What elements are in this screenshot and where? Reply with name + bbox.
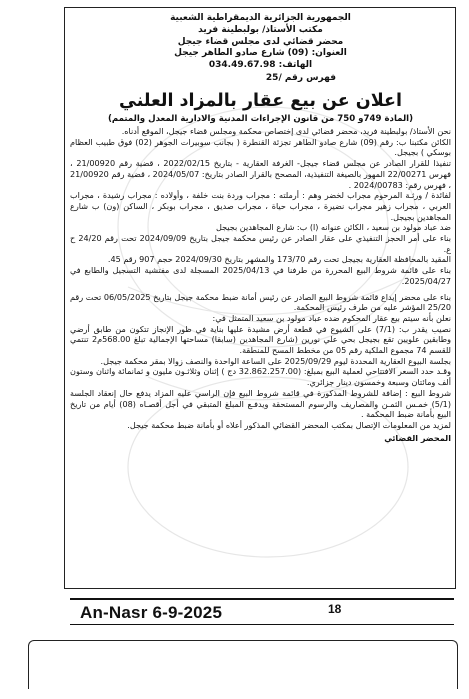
phone-line: الهاتف: 034.49.67.98 — [208, 60, 313, 71]
paragraph-auction-session: بجلسة البيوع العقارية المحددة ليوم 2025/09/29 على الساعة الواحدة والنصف زوالا بمقر محكمة جيجل. — [100, 355, 451, 366]
legal-notice — [70, 13, 451, 443]
paragraph-filing-record: بناء على محضر إيداع قائمة شروط البيع الصادر عن رئيس أمانة ضبط محكمة جيجل بتاريخ 06/05/2025 تحت رقم 25/20 المؤشر عليه من طرف رئيس المحكمة. — [70, 291, 451, 313]
office-line: مكتب الأستاذ/ بولبطينة فريد — [198, 24, 323, 35]
address-line: العنوان: (09) شارع صادو الطاهر جيجل — [174, 48, 347, 59]
paragraph-sale-conditions: بناء على قائمة شروط البيع المحررة من طرفنا في 2025/04/13 المسجلة لدى مفتشية التسجيل والطابع في 2025/04/27. — [70, 265, 452, 286]
paragraph-bailiff: نحن الأستاذ/ بولبطينة فريد، محضر قضائي لدى إختصاص محكمة ومجلس قضاء جيجل، الموقع أدناه. — [121, 125, 451, 136]
paragraph-opening-price: وقـد حدد السعر الافتتاحي لعملية البيع بمبلغ: (32.862.257.00 دج ) إثنان وثلاثـون مليون و ثمانمائة واثنان وستون ألف ومائتان وسبعة وخمسون دينار جزائري. — [70, 366, 451, 388]
next-ad-frame — [28, 640, 458, 689]
paragraph-office-address: الكائن مكتبنا ب: رقم (09) شارع صادو الطاهر تجزئة القنطرة ( بجانب سوبيرات الجوهر (02) فوق طبيب العظام بوسكي ) بجيجل. — [70, 136, 452, 158]
paragraph-seizure-order: بناء على أمر الحجز التنفيذي على عقار الصادر عن رئيس محكمة جيجل بتاريخ 2024/09/09 تحت رقم 24/20 ح ع. — [70, 233, 451, 254]
page-number: 18 — [328, 602, 342, 616]
paragraph-payment-terms: شروط البيع : إضافة للشروط المذكورة في قائمة شروط البيع فإن الراسي عليه المزاد يدفع حال إنعقاد الجلسة (5/1) خمـس الثمـن والمصاريف والرسوم المستحقة ويدفـع المبلغ المتبقي في أجل أقصـاه (08) أيام من تاريخ البيع بأمانة ضبط المحكمة . — [70, 387, 451, 420]
republic-line: الجمهورية الجزائرية الديمقراطية الشعبية — [170, 13, 351, 23]
publication-date: An-Nasr 6-9-2025 — [80, 603, 223, 622]
paragraph-court-ruling: تنفيذا للقرار الصادر عن مجلس قضاء جيجل- الغرفة العقارية - بتاريخ 2022/02/15 ، قضية رقم 21/00920 ، فهرس 22/00271 المهور بالصيغة التنفيذية، المصحح بالقرار الصادر بتاريخ: 2024/05/07 ، قضية رقم 21/00920 ، فهرس رقم: 2024/00783 . — [70, 158, 451, 190]
role-line: محضر قضائي لدى مجلس قضاء جيجل — [177, 36, 344, 47]
notice-title: اعلان عن بيع عقار بالمزاد العلني — [119, 90, 402, 111]
notice-subtitle: (المادة 749و 750 من قانون الإجراءات المدنية والادارية المعدل والمتمم) — [107, 113, 414, 124]
paragraph-beneficiaries: لفائدة / ورثـة المرحوم مجراب لخضر وهم : أرملته : مجراب وردة بنت خلفة ، وأولاده : مجراب رشيدة ، مجراب العربي ، مجراب زهير مجراب نضيرة ، مجراب حياة ، مجراب صديق ، مجراب بوبكر ، الساكن (ون) ب شارع المجاهدين بجيجل. — [70, 190, 451, 222]
paragraph-contact-info: لمزيد من المعلومات الإتصال بمكتب المحضر القضائي المذكور أعلاه أو بأمانة ضبط محكمة جيجل. — [127, 419, 451, 430]
paragraph-land-registry: المقيد بالمحافظة العقارية بجيجل تحت رقم 173/70 والمشهر بتاريخ 2024/09/30 حجم 907 رقم 45. — [107, 254, 451, 265]
notice-header — [70, 13, 451, 72]
paragraph-property-description: نصيب يقدر ب: (7/1) على الشيوع في قطعة أرض مشيدة عليها بناية في طور الإنجاز تتكون من طابق أرضي وطابقين علويين تقع بجيجل بحي علي نورين (شارع المجاهدين (سابقا) مساحتها الإجمالية تبلغ 568.00م2 تنتمي للقسم 74 مجموع الملكية رقم 05 من مخطط المسح للمنطقة. — [70, 323, 451, 356]
footer-rule — [70, 624, 454, 625]
signature: المحضر القضائي — [384, 432, 451, 443]
paragraph-announcement: نعلن بأنه سيتم بيع عقار المحكوم ضده عباد مولود بن سعيد المتمثل في: — [212, 312, 451, 323]
newspaper-page — [8, 7, 460, 689]
paragraph-defendant: ضد عباد مولود بن سعيد ، الكائن عنوانه (ا) ب: شارع المجاهدين بجيجل — [215, 222, 451, 233]
index-number: فهرس رقم /25 — [265, 72, 336, 83]
